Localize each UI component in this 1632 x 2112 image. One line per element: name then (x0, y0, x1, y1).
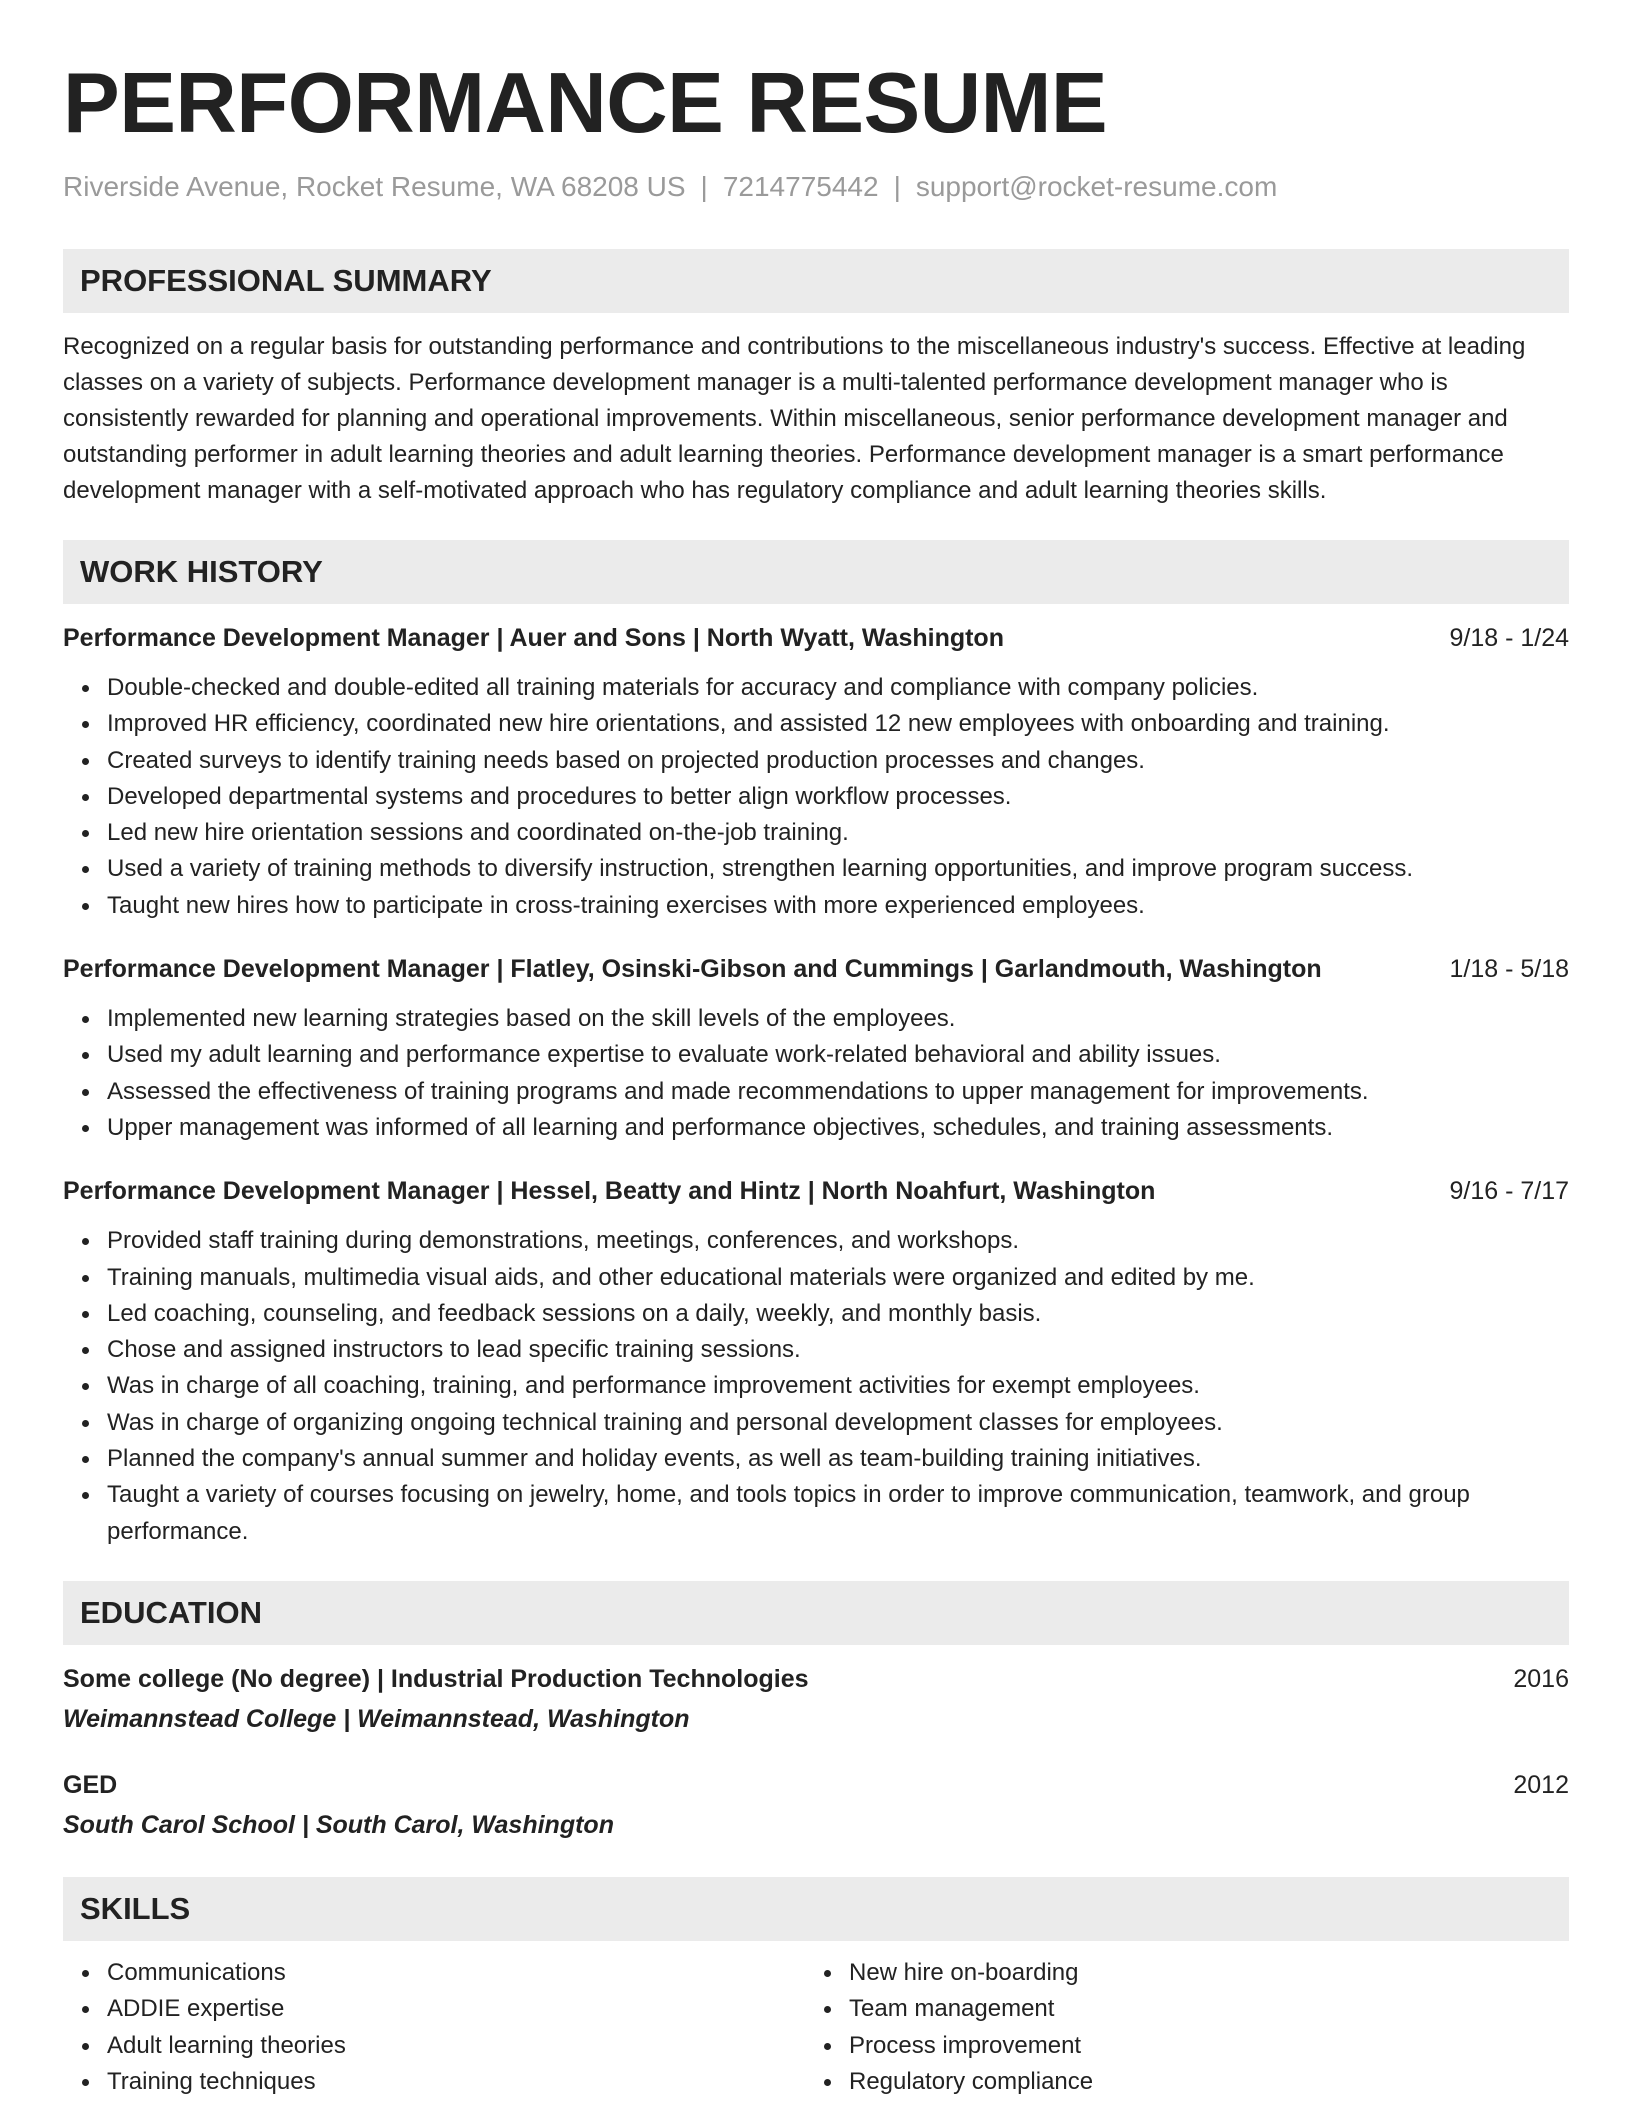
skills-column-right (805, 1955, 1547, 2100)
list-item: Provided staff training during demonstrations, meetings, conferences, and workshops. (107, 1223, 1569, 1259)
job-dates: 9/18 - 1/24 (1449, 624, 1569, 652)
list-item: Developed departmental systems and procedures to better align workflow processes. (107, 779, 1569, 815)
job-entry (63, 1173, 1569, 1550)
job-dates: 9/16 - 7/17 (1449, 1177, 1569, 1206)
list-item: Taught a variety of courses focusing on jewelry, home, and tools topics in order to improve communication, teamwork, and group performance. (107, 1477, 1569, 1550)
education-degree: Some college (No degree) | Industrial Production Technologies (63, 1664, 809, 1693)
skill-item: Training techniques (107, 2064, 805, 2100)
skill-item: Team management (849, 1991, 1547, 2027)
education-year: 2016 (1513, 1664, 1569, 1693)
list-item: Improved HR efficiency, coordinated new hire orientations, and assisted 12 new employees with onboarding and training. (107, 706, 1569, 742)
list-item: Led coaching, counseling, and feedback sessions on a daily, weekly, and monthly basis. (107, 1296, 1569, 1332)
education-year: 2012 (1513, 1770, 1569, 1799)
education-header (63, 1767, 1569, 1803)
contact-separator: | (700, 171, 708, 202)
job-header (63, 951, 1569, 987)
list-item: Used my adult learning and performance expertise to evaluate work-related behavioral and ability issues. (107, 1037, 1569, 1073)
education-entry (63, 1767, 1569, 1843)
job-title: Performance Development Manager | Flatley, Osinski-Gibson and Cummings | Garlandmouth, Washington (63, 955, 1322, 984)
list-item: Used a variety of training methods to diversify instruction, strengthen learning opportunities, and improve program success. (107, 851, 1569, 887)
skill-item: Communications (107, 1955, 805, 1991)
contact-email: support@rocket-resume.com (915, 171, 1278, 202)
section-header-summary: PROFESSIONAL SUMMARY (63, 249, 1569, 313)
skill-item: Adult learning theories (107, 2028, 805, 2064)
skills-column-left (63, 1955, 805, 2100)
skill-item: ADDIE expertise (107, 1991, 805, 2027)
list-item: Training manuals, multimedia visual aids, and other educational materials were organized and edited by me. (107, 1260, 1569, 1296)
job-entry (63, 951, 1569, 1146)
section-header-skills: SKILLS (63, 1877, 1569, 1941)
skill-item: Process improvement (849, 2028, 1547, 2064)
skill-item: New hire on-boarding (849, 1955, 1547, 1991)
list-item: Assessed the effectiveness of training programs and made recommendations to upper management for improvements. (107, 1074, 1569, 1110)
job-bullets (63, 1223, 1569, 1550)
list-item: Was in charge of all coaching, training, and performance improvement activities for exempt employees. (107, 1368, 1569, 1404)
education-school: South Carol School | South Carol, Washington (63, 1810, 614, 1839)
section-header-work-history: WORK HISTORY (63, 540, 1569, 604)
list-item: Chose and assigned instructors to lead specific training sessions. (107, 1332, 1569, 1368)
skills-list (63, 1955, 1569, 2100)
list-item: Planned the company's annual summer and holiday events, as well as team-building training initiatives. (107, 1441, 1569, 1477)
list-item: Implemented new learning strategies based on the skill levels of the employees. (107, 1001, 1569, 1037)
resume-name: PERFORMANCE RESUME (63, 56, 1108, 151)
list-item: Upper management was informed of all learning and performance objectives, schedules, and training assessments. (107, 1110, 1569, 1146)
contact-address: Riverside Avenue, Rocket Resume, WA 68208 US (63, 171, 686, 202)
job-title: Performance Development Manager | Auer and Sons | North Wyatt, Washington (63, 624, 1004, 652)
education-header (63, 1661, 1569, 1697)
contact-phone: 7214775442 (722, 171, 879, 202)
job-dates: 1/18 - 5/18 (1449, 955, 1569, 984)
contact-line (63, 170, 1569, 204)
job-header (63, 620, 1569, 656)
list-item: Taught new hires how to participate in cross-training exercises with more experienced employees. (107, 888, 1569, 924)
education-school: Weimannstead College | Weimannstead, Washington (63, 1704, 690, 1733)
section-header-education: EDUCATION (63, 1581, 1569, 1645)
education-degree: GED (63, 1770, 118, 1799)
list-item: Was in charge of organizing ongoing technical training and personal development classes for employees. (107, 1405, 1569, 1441)
list-item: Led new hire orientation sessions and coordinated on-the-job training. (107, 815, 1569, 851)
contact-separator: | (893, 171, 901, 202)
job-entry (63, 620, 1569, 924)
skill-item: Regulatory compliance (849, 2064, 1547, 2100)
list-item: Double-checked and double-edited all training materials for accuracy and compliance with company policies. (107, 670, 1569, 706)
education-entry (63, 1661, 1569, 1737)
job-header (63, 1173, 1569, 1209)
list-item: Created surveys to identify training needs based on projected production processes and changes. (107, 743, 1569, 779)
job-title: Performance Development Manager | Hessel, Beatty and Hintz | North Noahfurt, Washington (63, 1177, 1156, 1206)
summary-text: Recognized on a regular basis for outstanding performance and contributions to the miscellaneous industry's success. Effective at leading classes on a variety of subjects. Performance development manager is a multi-talented performance development manager who is consistently rewarded for planning and operational improvements. Within miscellaneous, senior performance development manager and outstanding performer in adult learning theories and adult learning theories. Performance development manager is a smart performance development manager with a self-motivated approach who has regulatory compliance and adult learning theories skills. (63, 333, 1526, 504)
job-bullets (63, 670, 1569, 924)
job-bullets (63, 1001, 1569, 1146)
